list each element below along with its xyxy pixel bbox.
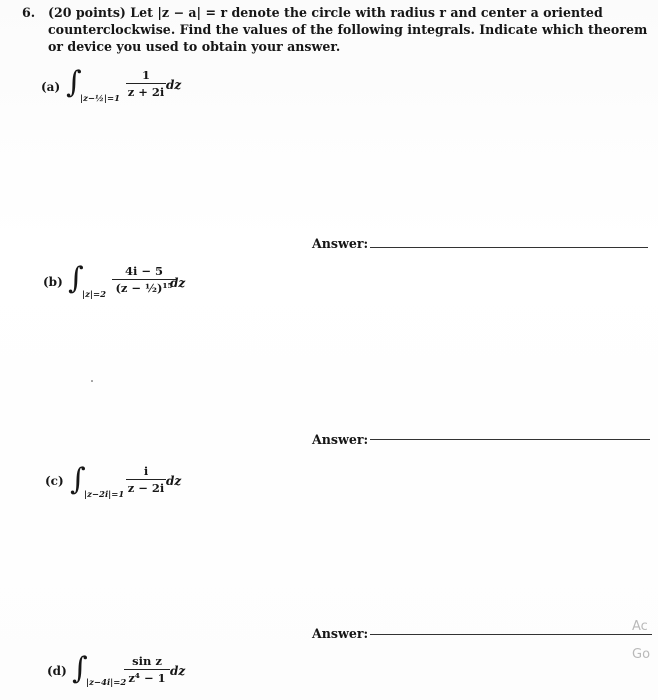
scan-speck — [91, 380, 93, 382]
part-b-answer-label: Answer: — [312, 432, 369, 447]
part-b-numerator: 4i − 5 — [124, 264, 163, 278]
part-b-differential: dz — [170, 276, 186, 290]
part-c-denominator: z − 2i — [127, 481, 165, 495]
part-a-numerator: 1 — [141, 68, 150, 82]
part-d-numerator: sin z — [132, 654, 162, 668]
part-b-answer-line[interactable] — [370, 439, 650, 440]
part-c-answer-line[interactable] — [370, 634, 652, 635]
part-a-differential: dz — [166, 78, 182, 92]
part-c-differential: dz — [166, 474, 182, 488]
part-b-fraction — [112, 264, 176, 295]
part-b-label: (b) — [43, 275, 63, 289]
integral-sign: ∫ — [68, 261, 84, 296]
part-c-answer-label: Answer: — [312, 626, 369, 641]
part-a-answer-label: Answer: — [312, 236, 369, 251]
watermark-activate-line2: Go — [632, 647, 651, 662]
integral-sign: ∫ — [72, 651, 88, 686]
part-c-fraction — [126, 464, 166, 495]
integral-sign: ∫ — [66, 65, 82, 100]
watermark-activate-line1: Ac — [632, 619, 648, 634]
part-a-fraction — [126, 68, 166, 99]
problem-number: 6. — [22, 5, 36, 20]
part-c-label: (c) — [45, 474, 64, 488]
problem-text: (20 points) Let |z − a| = r denote the circle with radius r and center a oriented counterclockwise. Find the values of the following integrals. Indicate which theorem or device you used to obtain your answer. — [48, 5, 648, 54]
part-b-denominator: (z − ½)¹⁵ — [115, 281, 173, 295]
integral-sign: ∫ — [70, 462, 86, 497]
part-b-contour: |z|=2 — [82, 290, 107, 300]
part-d-contour: |z−4i|=2 — [86, 678, 127, 688]
part-d-fraction — [124, 654, 170, 685]
part-a-denominator: z + 2i — [127, 85, 165, 99]
part-a-answer-line[interactable] — [370, 247, 648, 248]
part-c-contour: |z−2i|=1 — [84, 490, 125, 500]
part-d-differential: dz — [170, 664, 186, 678]
part-d-denominator: z⁴ − 1 — [128, 671, 166, 685]
part-a-label: (a) — [41, 80, 61, 94]
part-d-label: (d) — [47, 664, 67, 678]
part-a-contour: |z−½|=1 — [80, 94, 121, 104]
part-c-numerator: i — [143, 464, 149, 478]
